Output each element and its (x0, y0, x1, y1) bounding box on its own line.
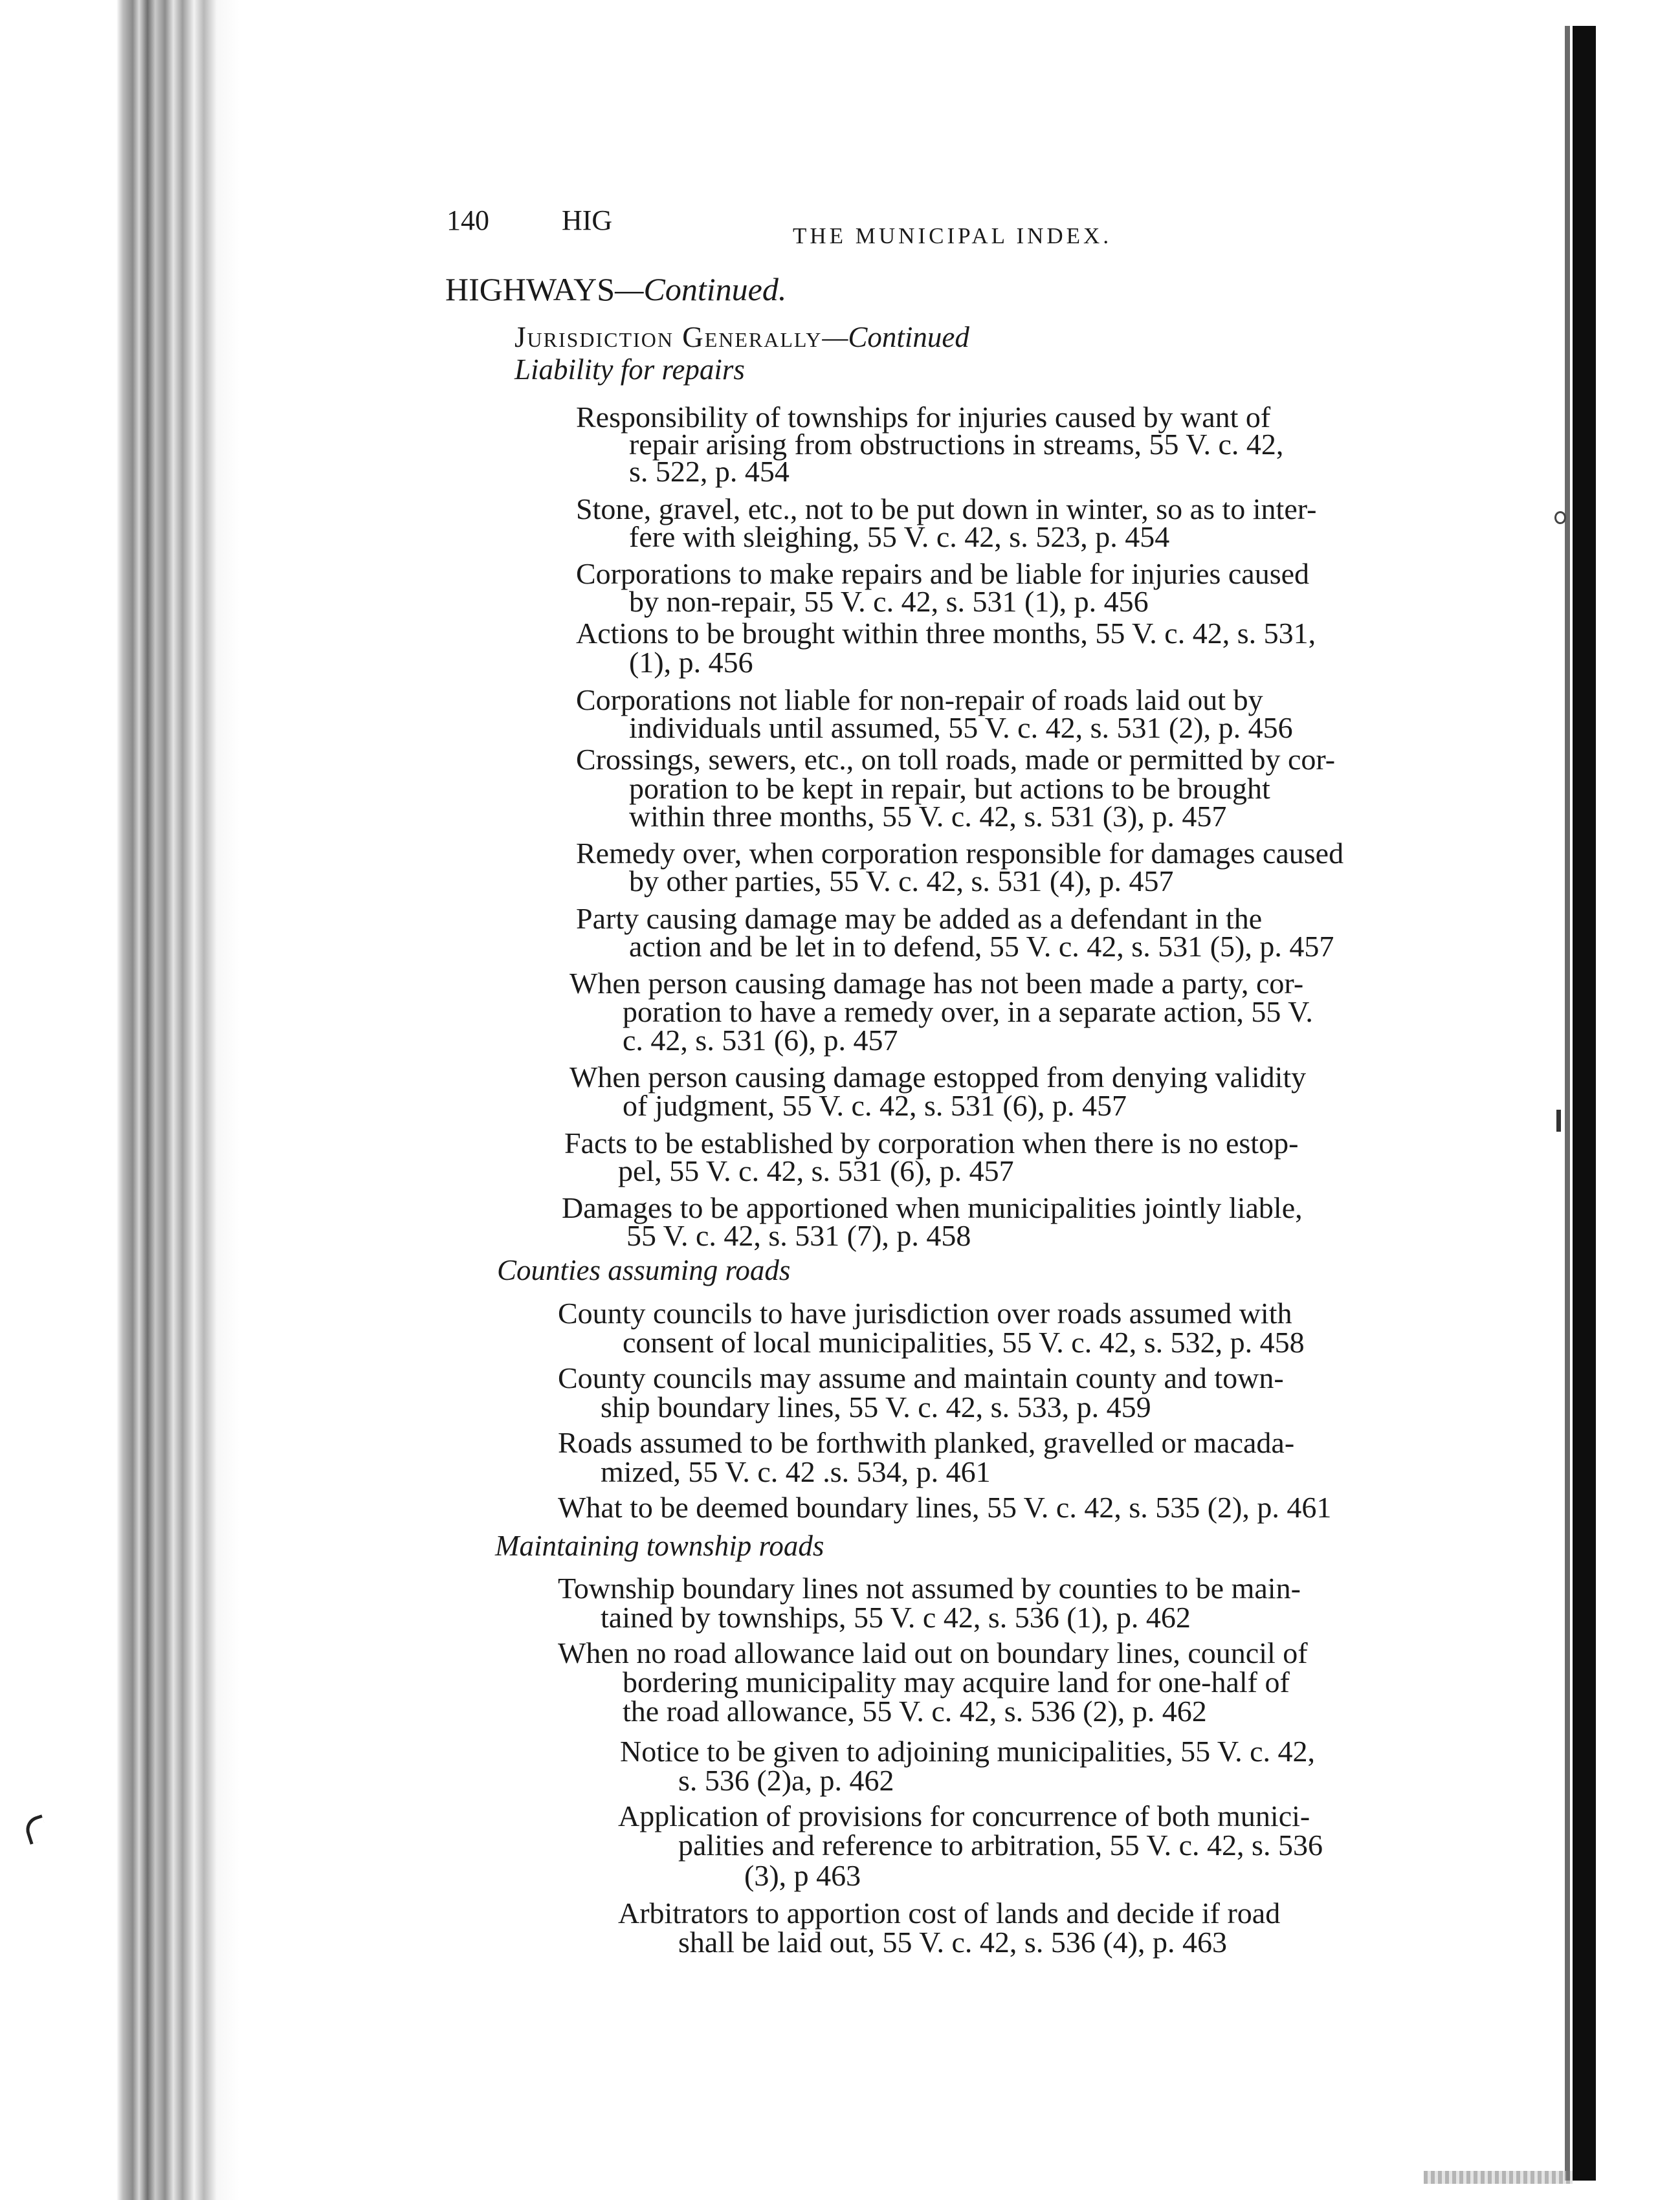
page-number: 140 (447, 204, 489, 236)
entry-line: tained by townships, 55 V. c 42, s. 536 (1), p. 462 (601, 1601, 1191, 1634)
entry-line: Responsibility of townships for injuries caused by want of (576, 401, 1271, 434)
entry-line: bordering municipality may acquire land for one-half of (623, 1666, 1290, 1699)
entry-line: Application of provisions for concurrence of both munici- (618, 1799, 1310, 1832)
index-key-word: HIG (562, 204, 613, 236)
book-spine-edge (0, 0, 239, 2200)
entry-line: Notice to be given to adjoining municipalities, 55 V. c. 42, (620, 1735, 1316, 1768)
entry-line: Corporations not liable for non-repair of roads laid out by (576, 683, 1263, 716)
entry-line: Party causing damage may be added as a defendant in the (576, 902, 1263, 935)
subheading-continued: —Continued (822, 321, 969, 353)
scan-smudge (1424, 2171, 1573, 2184)
entry-line: Crossings, sewers, etc., on toll roads, made or permitted by cor- (576, 743, 1336, 776)
entry-line: When person causing damage has not been made a party, cor- (569, 967, 1304, 1000)
entry-line: mized, 55 V. c. 42 .s. 534, p. 461 (601, 1455, 991, 1488)
subheading-text: Jurisdiction Generally (514, 321, 823, 353)
entry-line: the road allowance, 55 V. c. 42, s. 536 (2), p. 462 (623, 1695, 1207, 1728)
entry-line: Corporations to make repairs and be liable for injuries caused (576, 557, 1310, 590)
entry-line: repair arising from obstructions in streams, 55 V. c. 42, (629, 428, 1284, 461)
entry-line: s. 536 (2)a, p. 462 (678, 1764, 894, 1797)
entry-line: When person causing damage estopped from denying validity (569, 1061, 1307, 1094)
main-heading-continued: —Continued. (615, 271, 787, 307)
entry-line: ship boundary lines, 55 V. c. 42, s. 533, p. 459 (601, 1391, 1151, 1424)
entry-line: 55 V. c. 42, s. 531 (7), p. 458 (626, 1219, 971, 1252)
entry-line: palities and reference to arbitration, 55 V. c. 42, s. 536 (678, 1829, 1323, 1862)
stray-mark (1556, 1110, 1561, 1132)
entry-line: County councils may assume and maintain county and town- (558, 1361, 1284, 1394)
entry-line: Roads assumed to be forthwith planked, gravelled or macada- (558, 1426, 1295, 1459)
main-heading (445, 270, 786, 308)
main-heading-text: HIGHWAYS (445, 271, 615, 307)
entry-line: within three months, 55 V. c. 42, s. 531 (3), p. 457 (629, 800, 1227, 833)
entry-line: poration to have a remedy over, in a separate action, 55 V. (623, 995, 1313, 1028)
entry-line: poration to be kept in repair, but actions to be brought (629, 772, 1270, 805)
stray-mark (1554, 511, 1566, 524)
entry-line: (1), p. 456 (629, 646, 753, 679)
entry-line: When no road allowance laid out on boundary lines, council of (558, 1636, 1308, 1669)
entry-line: County councils to have jurisdiction over roads assumed with (558, 1297, 1292, 1330)
page-edge-bar (1573, 26, 1596, 2181)
entry-line: by non-repair, 55 V. c. 42, s. 531 (1), p. 456 (629, 585, 1149, 618)
subheading (514, 320, 969, 354)
entry-line: Damages to be apportioned when municipalities jointly liable, (562, 1191, 1303, 1224)
entry-line: Township boundary lines not assumed by counties to be main- (558, 1572, 1301, 1605)
entry-line: individuals until assumed, 55 V. c. 42, s. 531 (2), p. 456 (629, 711, 1293, 744)
entry-line: pel, 55 V. c. 42, s. 531 (6), p. 457 (618, 1154, 1014, 1187)
entry-line: What to be deemed boundary lines, 55 V. c. 42, s. 535 (2), p. 461 (558, 1491, 1332, 1524)
entry-line: (3), p 463 (744, 1859, 861, 1892)
entry-line: Remedy over, when corporation responsible for damages caused (576, 837, 1344, 870)
entry-line: Actions to be brought within three months, 55 V. c. 42, s. 531, (576, 617, 1316, 650)
entry-line: shall be laid out, 55 V. c. 42, s. 536 (4), p. 463 (678, 1926, 1227, 1959)
entry-line: action and be let in to defend, 55 V. c. 42, s. 531 (5), p. 457 (629, 930, 1334, 963)
running-title: THE MUNICIPAL INDEX. (793, 223, 1112, 248)
section-title: Counties assuming roads (497, 1254, 791, 1286)
section-title: Maintaining township roads (495, 1530, 824, 1562)
entry-line: s. 522, p. 454 (629, 455, 790, 488)
entry-line: c. 42, s. 531 (6), p. 457 (623, 1024, 898, 1057)
entry-line: fere with sleighing, 55 V. c. 42, s. 523, p. 454 (629, 520, 1170, 553)
page-gutter-shadow (1565, 26, 1570, 2181)
entry-line: by other parties, 55 V. c. 42, s. 531 (4), p. 457 (629, 864, 1174, 897)
entry-line: Arbitrators to apportion cost of lands and decide if road (618, 1897, 1281, 1930)
entry-line: Facts to be established by corporation when there is no estop- (564, 1127, 1299, 1160)
entry-line: of judgment, 55 V. c. 42, s. 531 (6), p. 457 (623, 1089, 1127, 1122)
entry-line: consent of local municipalities, 55 V. c. 42, s. 532, p. 458 (623, 1326, 1305, 1359)
section-title: Liability for repairs (514, 353, 745, 386)
entry-line: Stone, gravel, etc., not to be put down in winter, so as to inter- (576, 492, 1317, 525)
